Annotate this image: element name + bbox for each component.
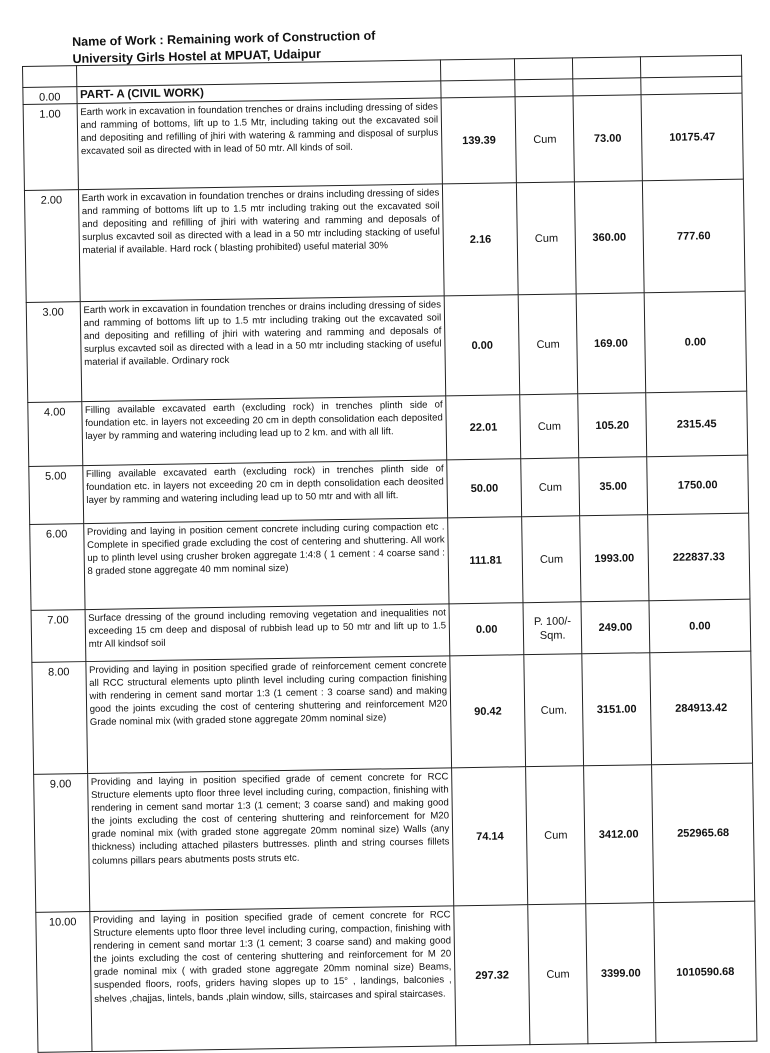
item-amount: 0.00 [649, 599, 751, 653]
item-quantity: 0.00 [444, 295, 520, 396]
item-number: 5.00 [29, 466, 83, 525]
estimate-table [22, 55, 757, 1053]
item-amount: 284913.42 [650, 651, 753, 765]
table-row [32, 651, 753, 774]
item-unit: Cum [515, 96, 574, 183]
table-row [28, 391, 748, 466]
item-rate: 169.00 [576, 293, 646, 394]
item-unit: Cum [521, 458, 580, 517]
table-row [30, 513, 750, 610]
item-quantity: 50.00 [447, 459, 522, 518]
table-row [34, 763, 755, 912]
item-quantity: 139.39 [441, 97, 516, 184]
item-description: Providing and laying in position cement concrete including curing compaction etc . Complete in specified grade excluding the cost of centering and shuttering. All work up to plinth level using crusher broken aggregate 1:4:8 ( 1 cement : 4 coarse sand : 8 graded stone aggregate 40 mm nominal size) [83, 518, 449, 610]
item-description: Providing and laying in position specified grade of reinforcement cement concrete all RCC structural elements upto plinth level including curing compaction finishing with rendering in cement sand mortar 1:3 (1 cement : 3 coarse sand) and making good the joints excuding the cost of centering shuttering and reinforcement M20 Grade nominal mix (with graded stone aggregate 20mm nominal size) [85, 656, 451, 774]
item-description: Earth work in excavation in foundation trenches or drains including dressing of sides and ramming of bottoms lift up to 1.5 mtr including traking out the excavated soil and depositing and refilling of jhiri with watering and ramming and deposals of surplus excavted soil as directed with a lead in a 50 mtr including stacking of useful material if available. Ordinary rock [80, 296, 446, 402]
table-row [36, 901, 757, 1052]
part-number: 0.00 [23, 87, 77, 105]
item-number: 10.00 [36, 912, 92, 1053]
item-number: 7.00 [31, 610, 85, 663]
item-description: Surface dressing of the ground including removing vegetation and inequalities not exceeding 15 cm deep and disposal of rubbish lead up to 50 mtr and lift up to 1.5 mtr All kindsof soil [85, 604, 450, 662]
item-quantity: 22.01 [446, 395, 521, 460]
item-amount: 252965.68 [652, 763, 755, 903]
item-number: 6.00 [30, 524, 85, 611]
item-amount: 222837.33 [648, 513, 750, 601]
item-unit: Cum. [524, 654, 583, 767]
item-number: 2.00 [24, 190, 79, 303]
item-rate: 73.00 [573, 95, 642, 182]
item-description: Filling available excavated earth (excluding rock) in trenches plinth side of foundation etc. in layers not exceeding 20 cm in depth consolidation each deosited layer by ramming and watering including lead up to 50 mtr and with all lift. [82, 460, 448, 524]
item-quantity: 297.32 [454, 905, 530, 1046]
item-unit: Cum [522, 516, 581, 603]
item-quantity: 90.42 [450, 655, 526, 768]
part-title: PART- A (CIVIL WORK) [76, 81, 441, 104]
item-number: 3.00 [26, 302, 81, 403]
item-description: Earth work in excavation in foundation trenches or drains including dressing of sides and ramming of bottoms, lift up to 1.5 Mtr, including taking out the excavated soil and depositing and refilling of jhiri with watering & ramming and disposal of surplus excavated soil as directed with in lead of 50 mtr. All kinds of soil. [77, 98, 443, 190]
item-unit: Cum [526, 766, 586, 905]
item-rate: 3151.00 [582, 653, 652, 766]
work-title-line-2: University Girls Hostel at MPUAT, Udaipur [72, 46, 322, 66]
item-rate: 360.00 [574, 181, 644, 294]
item-amount: 1010590.68 [654, 901, 757, 1043]
item-unit: P. 100/- Sqm. [523, 602, 581, 655]
item-quantity: 74.14 [452, 767, 528, 906]
item-quantity: 111.81 [448, 517, 523, 604]
item-amount: 10175.47 [641, 93, 743, 181]
item-number: 4.00 [28, 402, 83, 467]
item-rate: 249.00 [581, 601, 650, 654]
item-rate: 35.00 [579, 457, 648, 516]
item-description: Providing and laying in position specified grade of cement concrete for RCC Structure elements upto floor three level including curing, compaction, finishing with rendering in cement sand mortar 1:3 (1 cement; 3 coarse sand) and making good the joints excluding the cost of centering shuttering and reinforcement for M20 grade nominal mix (with graded stone aggregate 20mm nominal size) Walls (any thickness) including attached pilasters buttresses. plinth and string courses fillets columns pillars pears abutments posts struts etc. [87, 768, 454, 912]
item-description: Earth work in excavation in foundation trenches or drains including dressing of sides and ramming of bottoms lift up to 1.5 mtr including traking out the excavated soil and depositing and refilling of jhiri with watering and ramming and deposals of surplus excavted soil as directed with a lead in a 50 mtr including stacking of useful material if available. Hard rock ( blasting prohibited) useful material 30% [78, 184, 444, 302]
item-unit: Cum [519, 294, 578, 395]
item-amount: 777.60 [642, 179, 745, 293]
item-amount: 2315.45 [646, 391, 748, 457]
item-description: Filling available excavated earth (excluding rock) in trenches plinth side of foundation etc. in layers not exceeding 20 cm in depth consolidation each deposited layer by ramming and watering including lead up to 2 km. and with all lift. [81, 396, 447, 466]
work-title-line-1: Name of Work : Remaining work of Construction of [72, 28, 376, 49]
item-rate: 1993.00 [580, 515, 649, 602]
item-number: 9.00 [34, 774, 90, 913]
item-description: Providing and laying in position specified grade of cement concrete for RCC Structure elements upto floor three level including curing, compaction, finishing with rendering in cement sand mortar 1:3 (1 cement; 3 coarse sand) and making good the joints excluding the cost of centering shuttering and reinforcement for M 20 grade nominal mix ( with graded stone aggregate 20mm nominal size) Beams, suspended floors, roofs, griders having slopes up to 15° , landings, balconies , shelves ,chajjas, lintels, bands ,plain window, sills, staircases and spiral staircases. [89, 906, 456, 1052]
estimate-sheet [22, 55, 757, 1053]
item-quantity: 0.00 [449, 603, 524, 656]
item-amount: 0.00 [644, 291, 747, 393]
item-rate: 3399.00 [586, 903, 656, 1044]
item-number: 8.00 [32, 662, 87, 775]
table-row [23, 93, 743, 190]
table-row [26, 291, 746, 402]
item-number: 1.00 [23, 104, 78, 191]
item-rate: 105.20 [578, 393, 647, 458]
table-row [24, 179, 745, 302]
item-unit: Cum [528, 904, 588, 1045]
item-rate: 3412.00 [584, 765, 654, 904]
item-unit: Cum [517, 182, 576, 295]
item-unit: Cum [520, 394, 579, 459]
item-amount: 1750.00 [647, 455, 749, 515]
item-quantity: 2.16 [443, 183, 519, 296]
